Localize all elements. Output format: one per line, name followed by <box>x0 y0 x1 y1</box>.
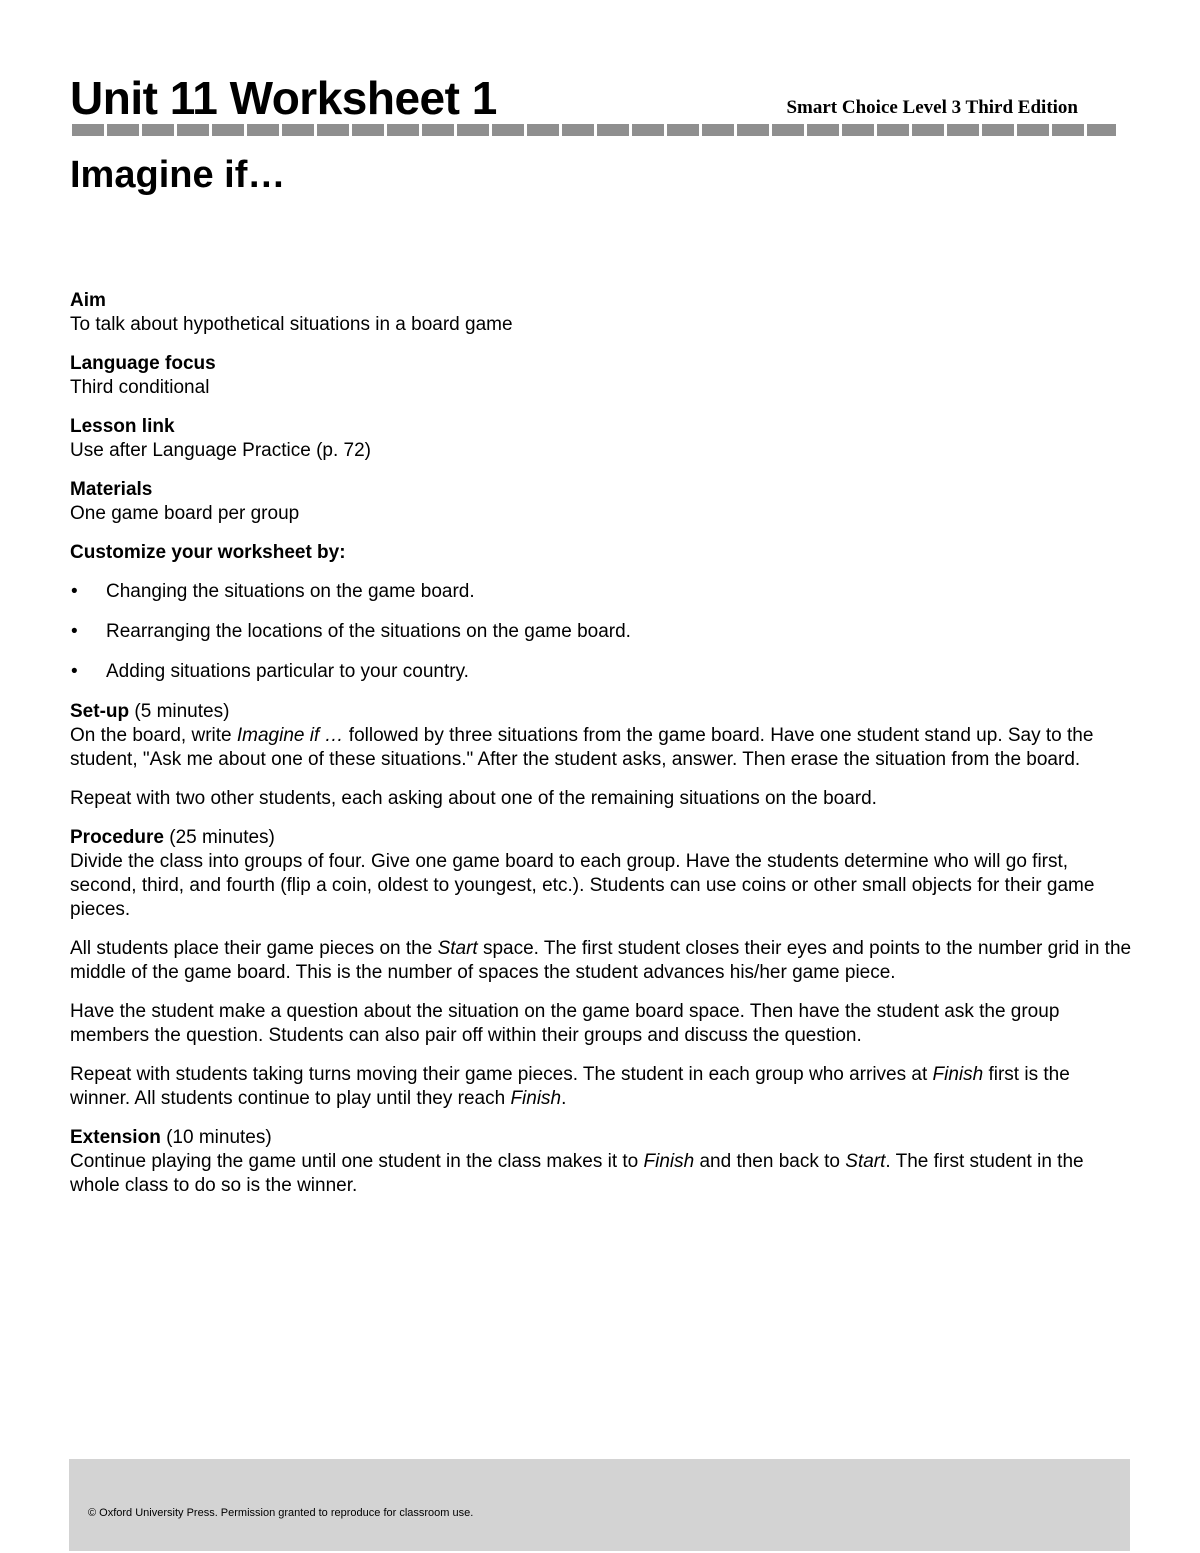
aim-text: To talk about hypothetical situations in a board game <box>70 314 513 335</box>
setup-paragraph <box>70 724 1132 772</box>
procedure-duration: (25 minutes) <box>169 827 275 848</box>
book-edition-label: Smart Choice Level 3 Third Edition <box>786 97 1078 118</box>
customize-heading: Customize your worksheet by: <box>70 542 346 563</box>
setup-duration: (5 minutes) <box>134 701 230 722</box>
italic-text: Imagine if … <box>236 725 344 746</box>
bullet-icon: • <box>71 581 78 602</box>
list-item <box>70 580 1132 604</box>
aim-section <box>70 289 1132 337</box>
worksheet-subtitle: Imagine if… <box>70 154 286 196</box>
setup-section <box>70 700 1132 811</box>
procedure-paragraph <box>70 1063 1132 1111</box>
procedure-paragraph: Divide the class into groups of four. Give one game board to each group. Have the students determine who will go first, second, third, and fourth (flip a coin, oldest to youngest, etc.). Students can use coins or other small objects for their game pieces. <box>70 851 1095 920</box>
extension-section <box>70 1126 1132 1198</box>
extension-duration: (10 minutes) <box>166 1127 272 1148</box>
list-item <box>70 620 1132 644</box>
italic-text: Finish <box>932 1064 984 1085</box>
italic-text: Finish <box>510 1088 562 1109</box>
text-run: . <box>561 1088 567 1109</box>
text-run: On the board, write <box>70 725 237 746</box>
language-focus-text: Third conditional <box>70 377 210 398</box>
text-run: and then back to <box>694 1151 846 1172</box>
text-run: Continue playing the game until one student in the class makes it to <box>70 1151 644 1172</box>
italic-text: Start <box>845 1151 886 1172</box>
procedure-heading: Procedure <box>70 827 164 848</box>
setup-paragraph: Repeat with two other students, each asking about one of the remaining situations on the board. <box>70 788 877 809</box>
lesson-link-heading: Lesson link <box>70 416 175 437</box>
page-footer <box>69 1459 1130 1551</box>
language-focus-section <box>70 352 1132 400</box>
worksheet-body <box>70 289 1132 1213</box>
copyright-notice: © Oxford University Press. Permission granted to reproduce for classroom use. <box>88 1507 474 1519</box>
aim-heading: Aim <box>70 290 106 311</box>
lesson-link-section <box>70 415 1132 463</box>
procedure-section <box>70 826 1132 1111</box>
bullet-icon: • <box>71 621 78 642</box>
procedure-paragraph <box>70 937 1132 985</box>
customize-section <box>70 541 1132 565</box>
customize-list <box>70 580 1132 684</box>
lesson-link-text: Use after Language Practice (p. 72) <box>70 440 372 461</box>
text-run: Repeat with students taking turns moving their game pieces. The student in each group who arrives at <box>70 1064 933 1085</box>
bullet-icon: • <box>71 661 78 682</box>
italic-text: Start <box>437 938 478 959</box>
setup-heading: Set-up <box>70 701 130 722</box>
text-run: followed by three situations from the game board. Have one student stand up. Say to the student, "Ask me about one of these situations." After the student asks, answer. Then erase the situation from the board. <box>70 725 1094 770</box>
worksheet-title: Unit 11 Worksheet 1 <box>70 72 497 124</box>
list-item-text: Adding situations particular to your country. <box>106 661 469 682</box>
procedure-paragraph: Have the student make a question about the situation on the game board space. Then have the student ask the group members the question. Students can also pair off within their groups and discuss the question. <box>70 1001 1060 1046</box>
list-item-text: Rearranging the locations of the situations on the game board. <box>106 621 631 642</box>
language-focus-heading: Language focus <box>70 353 216 374</box>
materials-section <box>70 478 1132 526</box>
materials-text: One game board per group <box>70 503 300 524</box>
extension-paragraph <box>70 1150 1132 1198</box>
text-run: All students place their game pieces on the <box>70 938 438 959</box>
list-item-text: Changing the situations on the game board. <box>106 581 475 602</box>
procedure-heading-line <box>70 826 1132 850</box>
extension-heading: Extension <box>70 1127 161 1148</box>
setup-heading-line <box>70 700 1132 724</box>
list-item <box>70 660 1132 684</box>
extension-heading-line <box>70 1126 1132 1150</box>
header-divider <box>72 124 1116 136</box>
materials-heading: Materials <box>70 479 153 500</box>
italic-text: Finish <box>643 1151 695 1172</box>
text-run: space. The first student closes their eyes and points to the number grid in the middle of the game board. This is the number of spaces the student advances his/her game piece. <box>70 938 1132 983</box>
text-run: first is the winner. All students continue to play until they reach <box>70 1064 1070 1109</box>
text-run: . The first student in the whole class to do so is the winner. <box>70 1151 1084 1196</box>
